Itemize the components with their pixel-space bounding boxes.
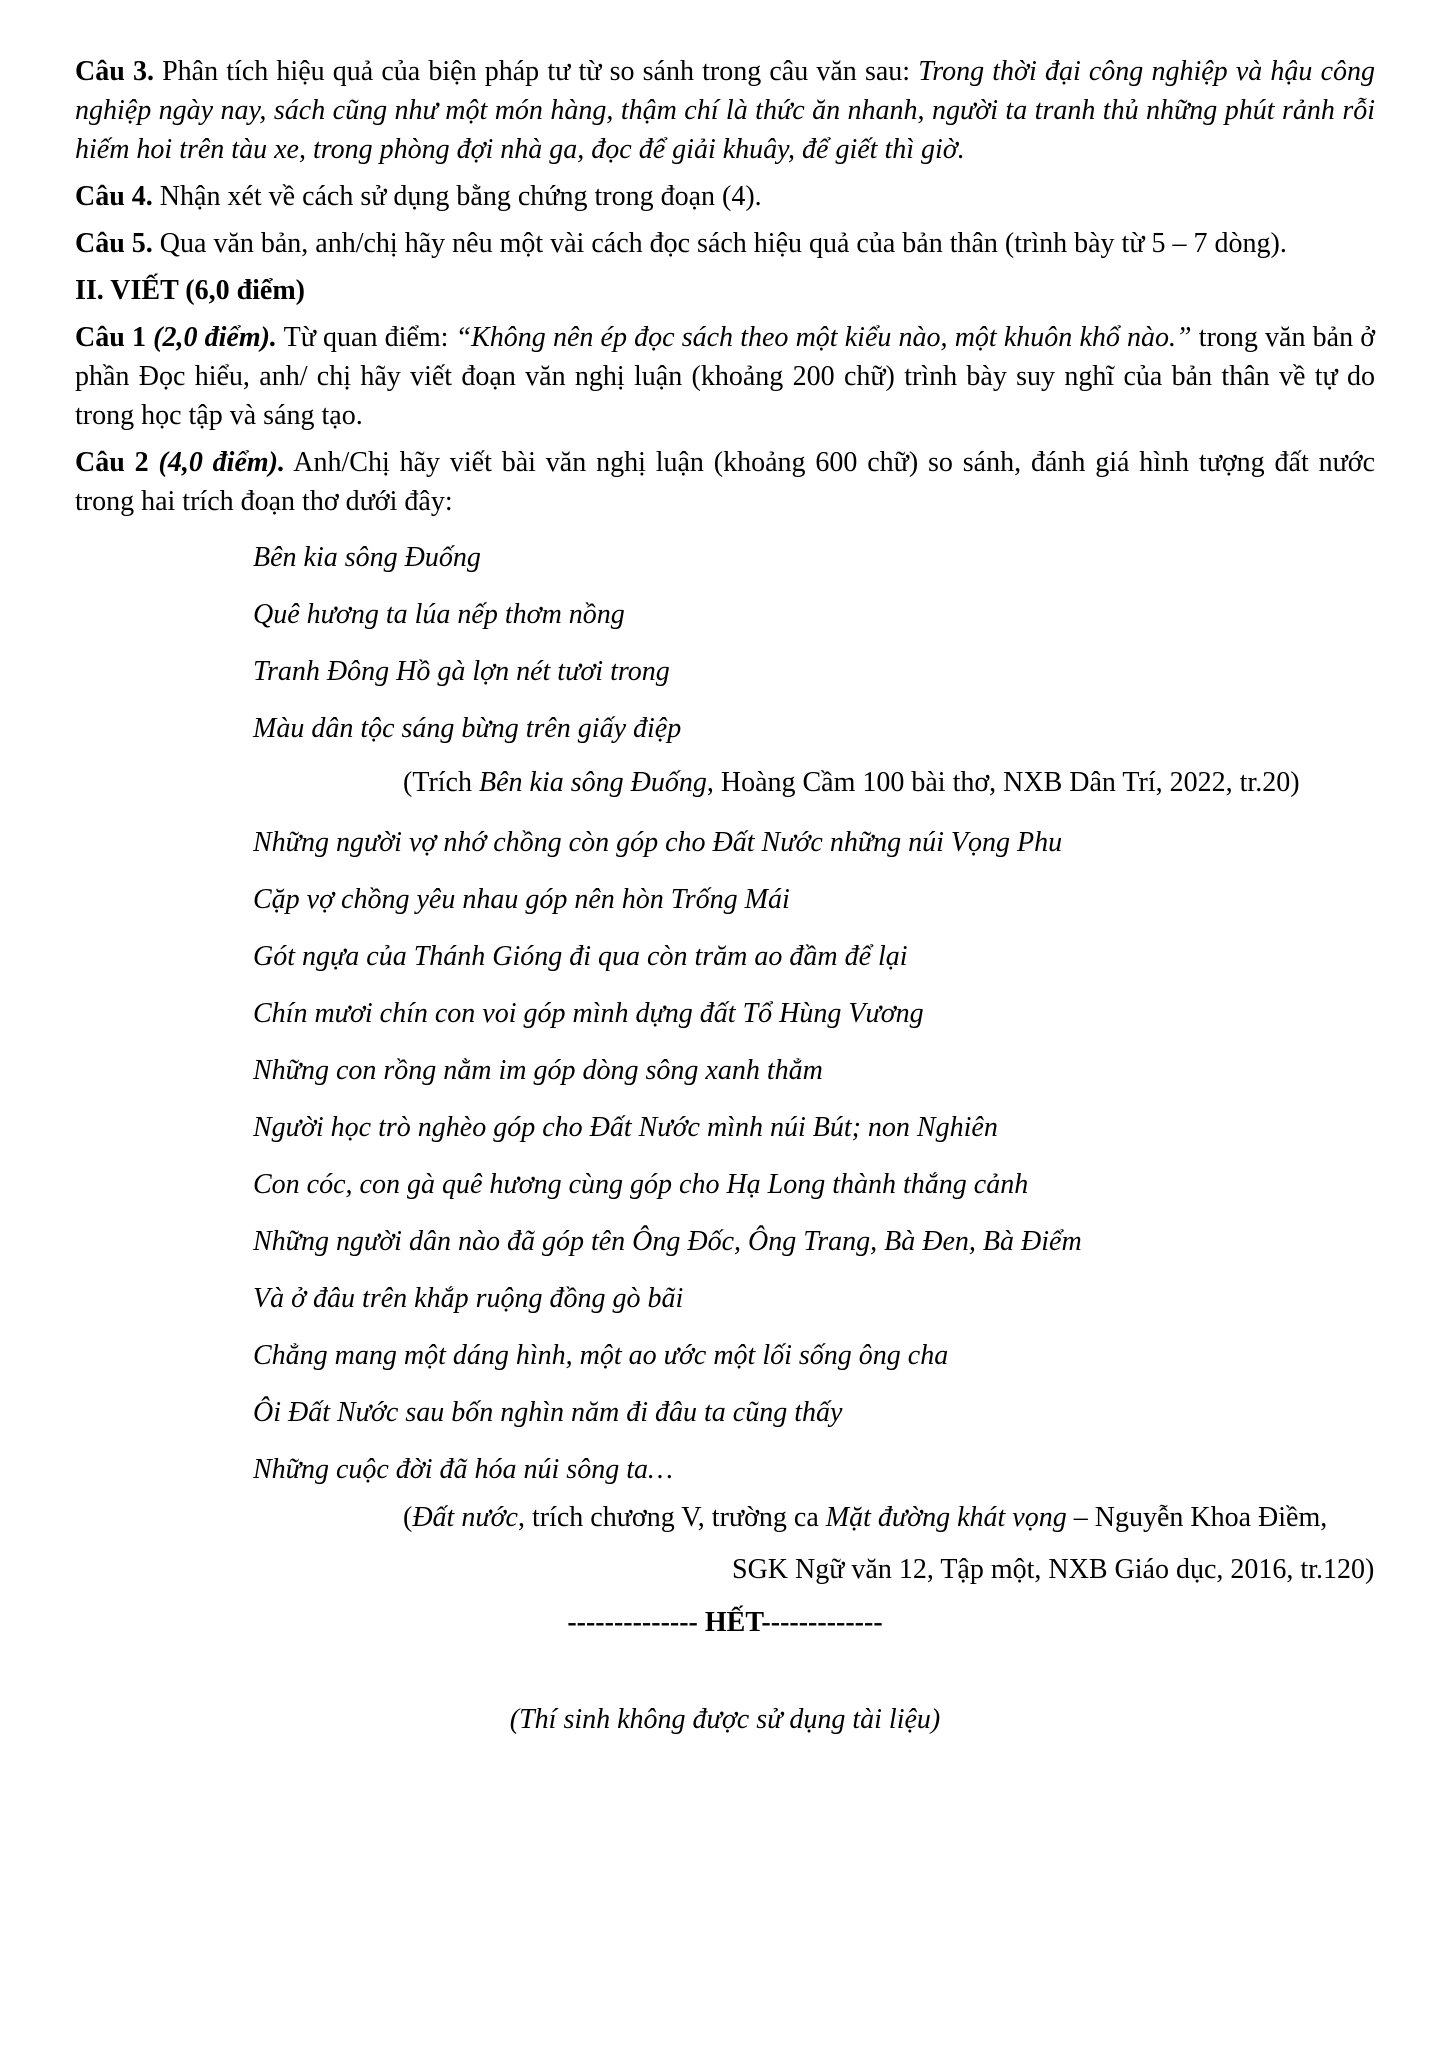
poem2-line: Người học trò nghèo góp cho Đất Nước mình núi Bút; non Nghiên <box>253 1112 998 1143</box>
poem2-citation-open: ( <box>403 1502 413 1533</box>
poem2-line: Chín mươi chín con voi góp mình dựng đất Tổ Hùng Vương <box>253 998 924 1029</box>
poem1-line: Bên kia sông Đuống <box>253 542 481 573</box>
question-5-label: Câu 5. <box>75 228 153 259</box>
writing-question-1-quote: “Không nên ép đọc sách theo một kiểu nào, một khuôn khổ nào.” <box>455 322 1192 353</box>
poem2-citation-author: – Nguyễn Khoa Điềm, <box>1066 1502 1328 1533</box>
poem2-line: Những con rồng nằm im góp dòng sông xanh thẳm <box>253 1055 823 1086</box>
question-4-label: Câu 4. <box>75 181 153 212</box>
writing-question-1-rest: trong văn bản ở phần Đọc hiểu, anh/ chị hãy viết đoạn văn nghị luận (khoảng 200 chữ) trình bày suy nghĩ của bản thân về tự do trong học tập và sáng tạo. <box>75 322 1376 431</box>
poem2-line: Những người dân nào đã góp tên Ông Đốc, Ông Trang, Bà Đen, Bà Điểm <box>253 1226 1082 1257</box>
end-of-exam-marker: -------------- HẾT------------- <box>567 1607 883 1638</box>
poem2-citation-epic-title: Mặt đường khát vọng <box>825 1502 1067 1533</box>
question-5 <box>75 224 1375 263</box>
poem2-line: Cặp vợ chồng yêu nhau góp nên hòn Trống Mái <box>253 884 790 915</box>
poem1-citation-work-title: Bên kia sông Đuống <box>478 767 707 798</box>
poem-excerpt-1 <box>253 529 1375 757</box>
poem2-line: Và ở đâu trên khắp ruộng đồng gò bãi <box>253 1283 684 1314</box>
poem2-line: Chẳng mang một dáng hình, một ao ước một lối sống ông cha <box>253 1340 949 1371</box>
question-4 <box>75 177 1375 216</box>
writing-question-2 <box>75 443 1375 521</box>
poem-excerpt-2 <box>253 814 1375 1498</box>
writing-question-1-points: (2,0 điểm). <box>145 322 277 353</box>
poem2-citation-mid: , trích chương V, trường ca <box>517 1502 826 1533</box>
question-3-label: Câu 3. <box>75 56 154 87</box>
poem1-line: Màu dân tộc sáng bừng trên giấy điệp <box>253 713 682 744</box>
poem2-citation-work-title: Đất nước <box>412 1502 518 1533</box>
question-3 <box>75 52 1375 169</box>
exam-footer-note: (Thí sinh không được sử dụng tài liệu) <box>509 1704 941 1735</box>
poem2-line: Con cóc, con gà quê hương cùng góp cho Hạ Long thành thắng cảnh <box>253 1169 1029 1200</box>
writing-question-2-label: Câu 2 <box>75 447 149 478</box>
poem1-citation <box>403 763 1375 802</box>
writing-question-2-points: (4,0 điểm). <box>148 447 285 478</box>
poem2-line: Những cuộc đời đã hóa núi sông ta… <box>253 1454 673 1485</box>
writing-question-1-label: Câu 1 <box>75 322 146 353</box>
poem1-line: Quê hương ta lúa nếp thơm nồng <box>253 599 625 630</box>
poem1-line: Tranh Đông Hồ gà lợn nét tươi trong <box>253 656 670 687</box>
poem2-citation-line2: SGK Ngữ văn 12, Tập một, NXB Giáo dục, 2016, tr.120) <box>732 1554 1375 1585</box>
writing-question-1-lead: Từ quan điểm: <box>276 322 456 353</box>
question-5-text: Qua văn bản, anh/chị hãy nêu một vài cách đọc sách hiệu quả của bản thân (trình bày từ 5 – 7 dòng). <box>152 228 1287 259</box>
poem2-line: Gót ngựa của Thánh Gióng đi qua còn trăm ao đầm để lại <box>253 941 908 972</box>
poem2-line: Những người vợ nhớ chồng còn góp cho Đất Nước những núi Vọng Phu <box>253 827 1063 858</box>
writing-question-1 <box>75 318 1375 435</box>
poem2-citation-line1 <box>403 1498 1375 1537</box>
poem1-citation-prefix: (Trích <box>403 767 479 798</box>
section-heading-writing: II. VIẾT (6,0 điểm) <box>75 275 306 306</box>
question-3-quoted-sentence: Trong thời đại công nghiệp và hậu công nghiệp ngày nay, sách cũng như một món hàng, thậm chí là thức ăn nhanh, người ta tranh thủ những phút rảnh rỗi hiếm hoi trên tàu xe, trong phòng đợi nhà ga, đọc để giải khuây, để giết thì giờ. <box>75 56 1376 165</box>
writing-question-2-text: Anh/Chị hãy viết bài văn nghị luận (khoảng 600 chữ) so sánh, đánh giá hình tượng đất nước trong hai trích đoạn thơ dưới đây: <box>75 447 1376 517</box>
question-3-text: Phân tích hiệu quả của biện pháp tư từ so sánh trong câu văn sau: <box>153 56 919 87</box>
poem2-line: Ôi Đất Nước sau bốn nghìn năm đi đâu ta cũng thấy <box>253 1397 843 1428</box>
question-4-text: Nhận xét về cách sử dụng bằng chứng trong đoạn (4). <box>152 181 762 212</box>
poem1-citation-suffix: , Hoàng Cầm 100 bài thơ, NXB Dân Trí, 2022, tr.20) <box>706 767 1300 798</box>
